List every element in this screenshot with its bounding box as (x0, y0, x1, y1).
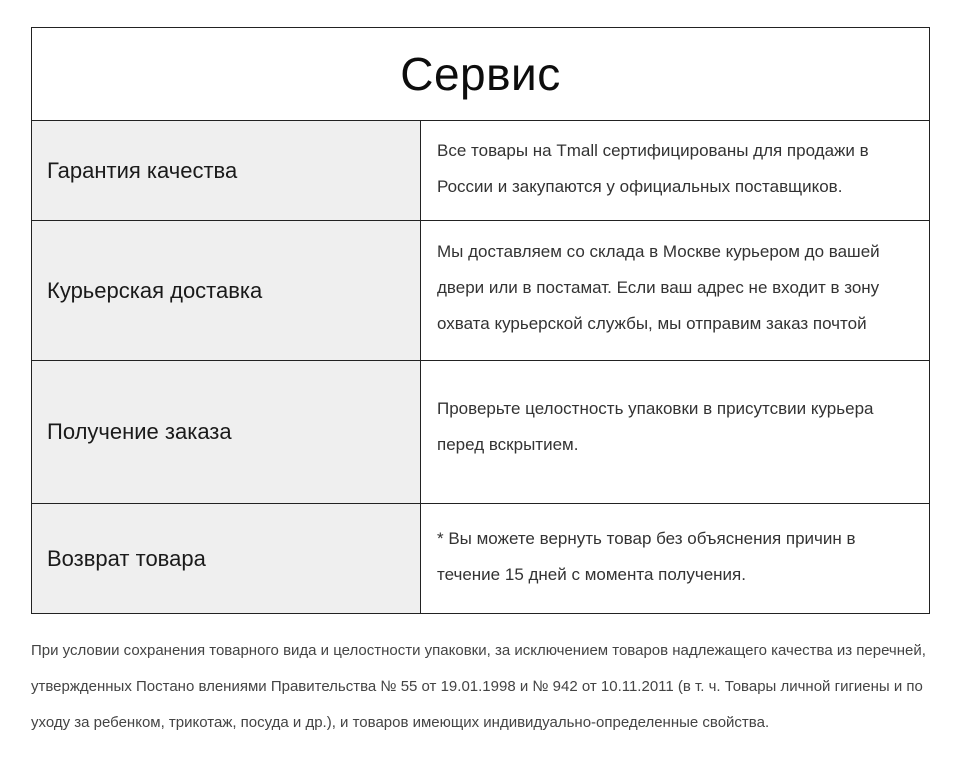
row-description: Все товары на Tmall сертифицированы для продажи в России и закупаются у официальных поставщиков. (437, 141, 869, 196)
table-row (32, 121, 929, 221)
table-row (32, 361, 929, 504)
table-row (32, 221, 929, 361)
row-label: Курьерская доставка (32, 221, 421, 360)
row-label: Получение заказа (32, 361, 421, 503)
row-description: Мы доставляем со склада в Москве курьером до вашей двери или в постамат. Если ваш адрес не входит в зону охвата курьерской службы, мы отправим заказ почтой (437, 242, 880, 333)
table-row (32, 504, 929, 613)
page-title: Сервис (400, 48, 561, 100)
row-description: Проверьте целостность упаковки в присутсвии курьера перед вскрытием. (437, 399, 874, 454)
title-row (32, 28, 929, 121)
row-label: Возврат товара (32, 504, 421, 613)
footnote: При условии сохранения товарного вида и целостности упаковки, за исключением товаров надлежащего качества из перечней, утвержденных Постано влениями Правительства № 55 от 19.01.1998 и № 942 от 10.11.2011 (в т. ч. Товары личной гигиены и по уходу за ребенком, трикотаж, посуда и др.), и товаров имеющих индивидуально-определенные свойства. (31, 642, 926, 731)
service-table (31, 27, 930, 614)
row-label: Гарантия качества (32, 121, 421, 220)
row-description: * Вы можете вернуть товар без объяснения причин в течение 15 дней с момента получения. (437, 529, 856, 584)
